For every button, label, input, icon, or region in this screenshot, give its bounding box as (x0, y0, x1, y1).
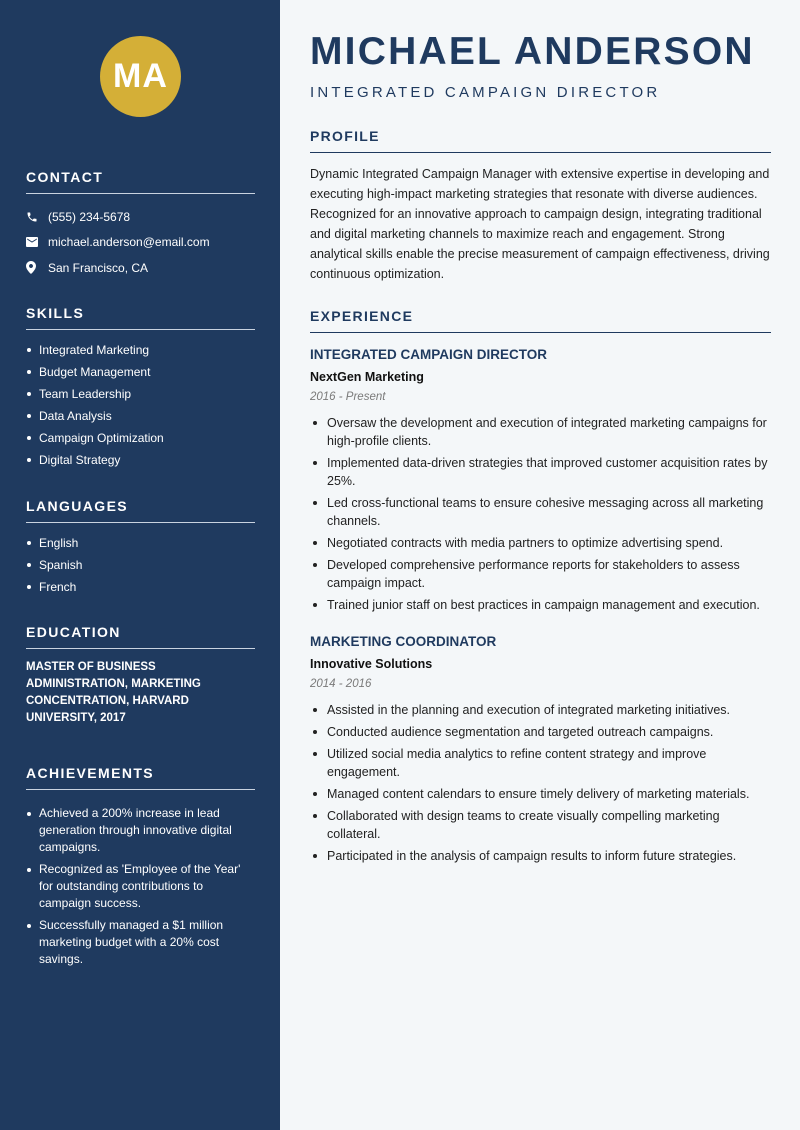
job-bullet: Assisted in the planning and execution of integrated marketing initiatives. (310, 701, 771, 719)
language-item: Spanish (26, 554, 255, 576)
contact-email (26, 230, 255, 256)
education-entry: MASTER OF BUSINESS ADMINISTRATION, MARKETING CONCENTRATION, HARVARD UNIVERSITY, 2017 (26, 661, 201, 724)
language-item: English (26, 532, 255, 554)
phone-text: (555) 234-5678 (48, 209, 131, 224)
job-bullet: Led cross-functional teams to ensure cohesive messaging across all marketing channels. (310, 494, 771, 530)
location-text: San Francisco, CA (48, 260, 149, 275)
experience-section (310, 308, 771, 333)
job-bullet: Oversaw the development and execution of integrated marketing campaigns for high-profile clients. (310, 414, 771, 450)
job-bullets (310, 701, 771, 865)
job-bullet: Collaborated with design teams to create visually compelling marketing collateral. (310, 807, 771, 843)
education-heading: EDUCATION (26, 624, 255, 649)
job-entry (310, 346, 771, 618)
phone-icon (26, 211, 48, 223)
languages-heading: LANGUAGES (26, 498, 255, 523)
job-bullets (310, 414, 771, 614)
job-entry (310, 633, 771, 869)
achievements-list (26, 805, 255, 968)
achievement-item: Successfully managed a $1 million marketing budget with a 20% cost savings. (26, 917, 255, 968)
education-section (26, 624, 255, 727)
skill-item: Digital Strategy (26, 449, 255, 471)
achievements-heading: ACHIEVEMENTS (26, 765, 255, 790)
skill-item: Team Leadership (26, 383, 255, 405)
achievements-section (26, 765, 255, 973)
languages-section (26, 498, 255, 598)
email-icon (26, 237, 48, 247)
profile-text: Dynamic Integrated Campaign Manager with extensive expertise in developing and executing high-impact marketing strategies that resonate with diverse audiences. Recognized for an innovative approach to campaign design, integrating traditional and digital marketing channels to maximize reach and engagement. Strong analytical skills enable the precise measurement of campaign effectiveness, driving continuous optimization. (310, 167, 770, 281)
job-bullet: Managed content calendars to ensure timely delivery of marketing materials. (310, 785, 771, 803)
job-bullet: Conducted audience segmentation and targeted outreach campaigns. (310, 723, 771, 741)
contact-location (26, 255, 255, 281)
job-bullet: Participated in the analysis of campaign results to inform future strategies. (310, 847, 771, 865)
job-bullet: Developed comprehensive performance reports for stakeholders to assess campaign impact. (310, 556, 771, 592)
profile-section (310, 128, 771, 284)
candidate-title: INTEGRATED CAMPAIGN DIRECTOR (310, 84, 661, 101)
skills-section (26, 305, 255, 471)
job-bullet: Utilized social media analytics to refine content strategy and improve engagement. (310, 745, 771, 781)
job-dates: 2016 - Present (310, 391, 386, 403)
skills-heading: SKILLS (26, 305, 255, 330)
job-dates: 2014 - 2016 (310, 678, 372, 690)
experience-heading: EXPERIENCE (310, 308, 771, 333)
candidate-name: MICHAEL ANDERSON (310, 30, 755, 73)
job-title: INTEGRATED CAMPAIGN DIRECTOR (310, 347, 548, 362)
sidebar (0, 0, 280, 1130)
skill-item: Campaign Optimization (26, 427, 255, 449)
job-bullet: Trained junior staff on best practices in campaign management and execution. (310, 596, 771, 614)
skill-item: Integrated Marketing (26, 339, 255, 361)
job-company: NextGen Marketing (310, 370, 424, 384)
contact-heading: CONTACT (26, 169, 255, 194)
skill-item: Budget Management (26, 361, 255, 383)
skills-list (26, 339, 255, 471)
profile-heading: PROFILE (310, 128, 771, 153)
contact-list (26, 204, 255, 281)
job-title: MARKETING COORDINATOR (310, 634, 497, 649)
location-pin-icon (26, 261, 48, 274)
email-text: michael.anderson@email.com (48, 235, 210, 250)
avatar: MA (100, 36, 181, 117)
job-company: Innovative Solutions (310, 657, 433, 671)
contact-phone (26, 204, 255, 230)
languages-list (26, 532, 255, 598)
achievement-item: Achieved a 200% increase in lead generation through innovative digital campaigns. (26, 805, 255, 856)
job-bullet: Negotiated contracts with media partners to optimize advertising spend. (310, 534, 771, 552)
job-bullet: Implemented data-driven strategies that improved customer acquisition rates by 25%. (310, 454, 771, 490)
achievement-item: Recognized as 'Employee of the Year' for outstanding contributions to campaign success. (26, 861, 255, 912)
contact-section (26, 169, 255, 281)
language-item: French (26, 576, 255, 598)
skill-item: Data Analysis (26, 405, 255, 427)
